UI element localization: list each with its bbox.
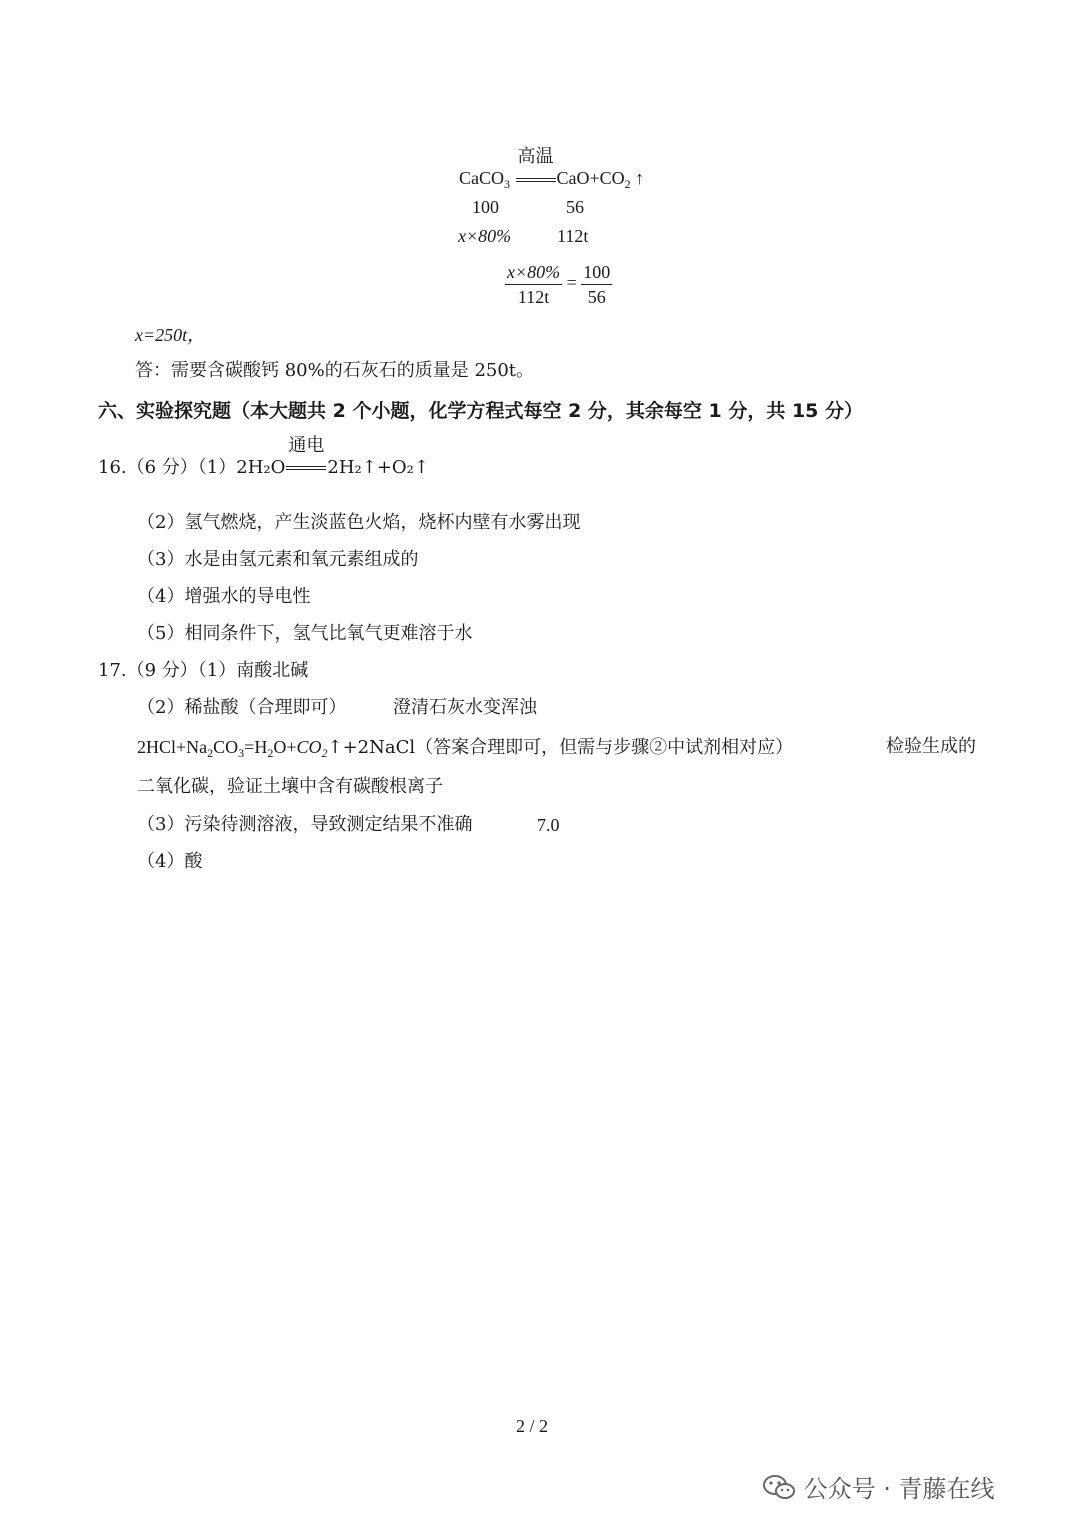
q17-item-4: （4）酸 (137, 851, 203, 872)
page-number: 2 / 2 (516, 1416, 549, 1436)
q17-item-3a: （3）污染待测溶液，导致测定结果不准确 (137, 814, 473, 835)
q16-line1 (98, 435, 429, 480)
q17-equation (137, 735, 793, 765)
calc-mass-caco3: 100 (472, 197, 499, 217)
calc-condition-label: 高温 (517, 146, 554, 166)
q16-products: 2H₂↑+O₂↑ (327, 457, 429, 478)
eq-part2: CO (213, 737, 239, 757)
calc-known: 112t (557, 226, 589, 246)
q16-item-3: （3）水是由氢元素和氧元素组成的 (137, 549, 419, 570)
calc-mass-cao: 56 (566, 197, 584, 217)
calc-condition (516, 146, 556, 190)
calc-result: x=250t， (135, 325, 206, 345)
eq-part5: CO (296, 737, 322, 757)
q16-item-5: （5）相同条件下，氢气比氧气更难溶于水 (137, 623, 473, 644)
eq-sub1: 2 (207, 746, 214, 760)
calc-equation (459, 146, 645, 196)
eq-sub5: 2 (321, 746, 328, 760)
eq-part6: ↑+2NaCl（答案合理即可，但需与步骤②中试剂相对应） (327, 737, 794, 758)
eq-part3: =H (244, 737, 268, 757)
section-heading: 六、实验探究题（本大题共 2 个小题，化学方程式每空 2 分，其余每空 1 分，共 15 分） (98, 400, 864, 422)
fraction-right-num: 100 (581, 260, 612, 285)
fraction-equals: = (566, 272, 577, 293)
fraction-left-num: x×80% (505, 260, 562, 285)
fraction-left (505, 260, 562, 309)
q16-lead: 16.（6 分）（1）2H₂O (98, 457, 286, 478)
calc-product: CaO+CO (556, 168, 625, 188)
q17-item-3b: 7.0 (537, 815, 560, 835)
q16-condition-label: 通电 (288, 435, 325, 456)
q16-condition-line (286, 466, 326, 470)
q16-item-4: （4）增强水的导电性 (137, 586, 311, 607)
eq-sub2: 3 (238, 746, 245, 760)
calc-proportion (505, 260, 612, 309)
q17-lead: 17.（9 分）（1）南酸北碱 (98, 660, 309, 681)
fraction-right (581, 260, 612, 309)
fraction-right-den: 56 (587, 287, 606, 307)
calc-product-sub: 2 (624, 177, 631, 191)
q17-eq-continuation: 二氧化碳，验证土壤中含有碳酸根离子 (137, 776, 443, 797)
footer-text: 公众号 · 青藤在线 (803, 1475, 995, 1503)
calc-condition-line (516, 178, 556, 182)
calc-gas-arrow: ↑ (635, 168, 645, 188)
q17-item-2a: （2）稀盐酸（合理即可） (137, 697, 347, 718)
eq-sub3: 2 (267, 746, 274, 760)
calc-answer: 答：需要含碳酸钙 80%的石灰石的质量是 250t。 (135, 360, 535, 381)
q17-item-2b: 澄清石灰水变浑浊 (393, 697, 537, 718)
calc-reactant-sub: 3 (504, 177, 510, 191)
fraction-left-den: 112t (517, 287, 550, 307)
calc-reactant: CaCO (459, 168, 504, 188)
q16-condition (286, 435, 326, 480)
q17-eq-tail: 检验生成的 (886, 736, 976, 757)
footer-watermark (762, 1469, 995, 1504)
eq-part1: 2HCl+Na (137, 737, 208, 757)
calc-unknown: x×80% (458, 226, 512, 246)
q16-item-2: （2）氢气燃烧，产生淡蓝色火焰，烧杯内壁有水雾出现 (137, 512, 581, 533)
eq-part4: O+ (273, 737, 297, 757)
wechat-icon (762, 1474, 796, 1500)
